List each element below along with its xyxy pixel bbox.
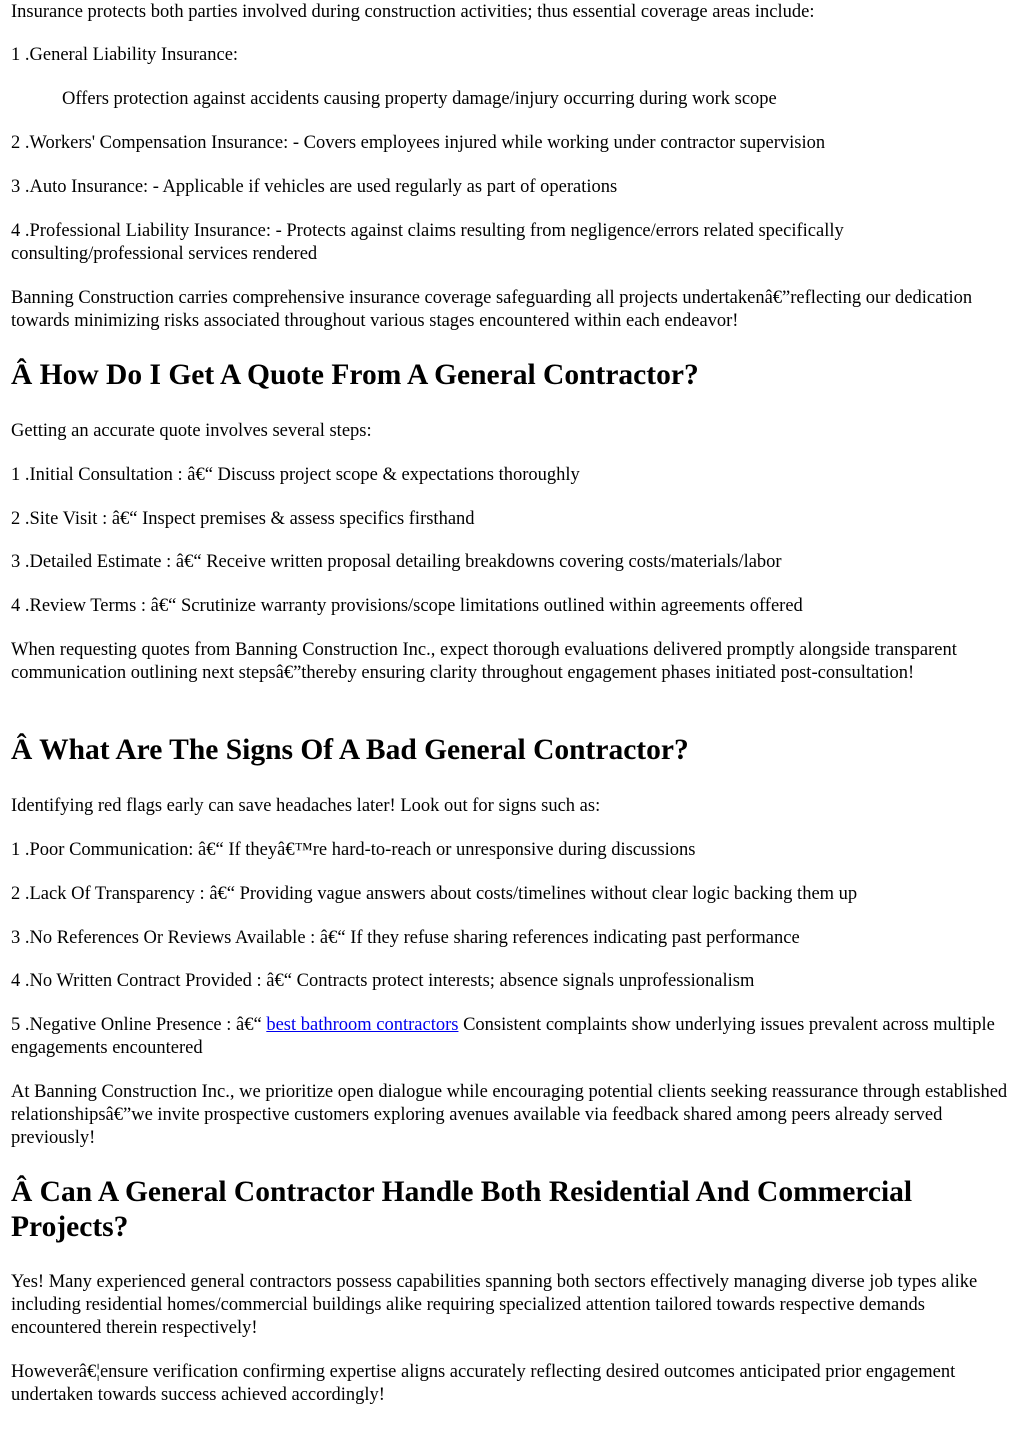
bad-signs-closing: At Banning Construction Inc., we prioritize open dialogue while encouraging potential clients seeking reassurance through established relationshipsâ€”we invite prospective customers exploring avenues available via feedback shared among peers already served previously! xyxy=(11,1082,1008,1148)
both-paragraph-2: Howeverâ€¦ensure verification confirming expertise aligns accurately reflecting desired outcomes anticipated prior engagement undertaken towards success achieved accordingly! xyxy=(11,1362,956,1405)
quote-step-4: 4 .Review Terms : â€“ Scrutinize warranty provisions/scope limitations outlined within agreements offered xyxy=(11,596,803,616)
quote-step-1: 1 .Initial Consultation : â€“ Discuss project scope & expectations thoroughly xyxy=(11,465,580,485)
insurance-item-1-desc: Offers protection against accidents causing property damage/injury occurring during work scope xyxy=(62,89,777,109)
both-paragraph-1: Yes! Many experienced general contractors possess capabilities spanning both sectors effectively managing diverse job types alike including residential homes/commercial buildings alike requiring specialized attention tailored towards respective demands encountered therein respectively! xyxy=(11,1272,978,1338)
bad-sign-4: 4 .No Written Contract Provided : â€“ Contracts protect interests; absence signals unprofessionalism xyxy=(11,971,755,991)
bad-sign-5-suffix: Consistent complaints show underlying issues prevalent across multiple engagements encountered xyxy=(11,1015,995,1058)
insurance-item-4: 4 .Professional Liability Insurance: - Protects against claims resulting from negligence/errors related specifically consulting/professional services rendered xyxy=(11,221,844,264)
insurance-closing: Banning Construction carries comprehensive insurance coverage safeguarding all projects undertakenâ€”reflecting our dedication towards minimizing risks associated throughout various stages encountered within each endeavor! xyxy=(11,288,973,331)
insurance-item-3: 3 .Auto Insurance: - Applicable if vehicles are used regularly as part of operations xyxy=(11,177,618,197)
bad-sign-3: 3 .No References Or Reviews Available : â€“ If they refuse sharing references indicating past performance xyxy=(11,928,800,948)
quote-heading: Â How Do I Get A Quote From A General Contractor? xyxy=(11,359,699,391)
insurance-intro: Insurance protects both parties involved during construction activities; thus essential coverage areas include: xyxy=(11,2,815,22)
insurance-item-1-title: 1 .General Liability Insurance: xyxy=(11,45,239,65)
bad-sign-5 xyxy=(11,1014,1013,1060)
bad-sign-2: 2 .Lack Of Transparency : â€“ Providing vague answers about costs/timelines without clear logic backing them up xyxy=(11,884,858,904)
insurance-item-2: 2 .Workers' Compensation Insurance: - Covers employees injured while working under contractor supervision xyxy=(11,133,826,153)
bad-signs-heading: Â What Are The Signs Of A Bad General Contractor? xyxy=(11,734,689,766)
quote-closing: When requesting quotes from Banning Construction Inc., expect thorough evaluations delivered promptly alongside transparent communication outlining next stepsâ€”thereby ensuring clarity throughout engagement phases initiated post-consultation! xyxy=(11,640,957,683)
quote-step-3: 3 .Detailed Estimate : â€“ Receive written proposal detailing breakdowns covering costs/materials/labor xyxy=(11,552,782,572)
bad-signs-intro: Identifying red flags early can save headaches later! Look out for signs such as: xyxy=(11,796,601,816)
bad-sign-5-prefix: 5 .Negative Online Presence : â€“ xyxy=(11,1015,267,1035)
best-bathroom-contractors-link[interactable]: best bathroom contractors xyxy=(266,1015,459,1035)
bad-sign-1: 1 .Poor Communication: â€“ If theyâ€™re hard-to-reach or unresponsive during discussions xyxy=(11,840,696,860)
quote-step-2: 2 .Site Visit : â€“ Inspect premises & assess specifics firsthand xyxy=(11,509,475,529)
both-heading: Â Can A General Contractor Handle Both Residential And Commercial Projects? xyxy=(11,1176,913,1243)
quote-intro: Getting an accurate quote involves several steps: xyxy=(11,421,372,441)
